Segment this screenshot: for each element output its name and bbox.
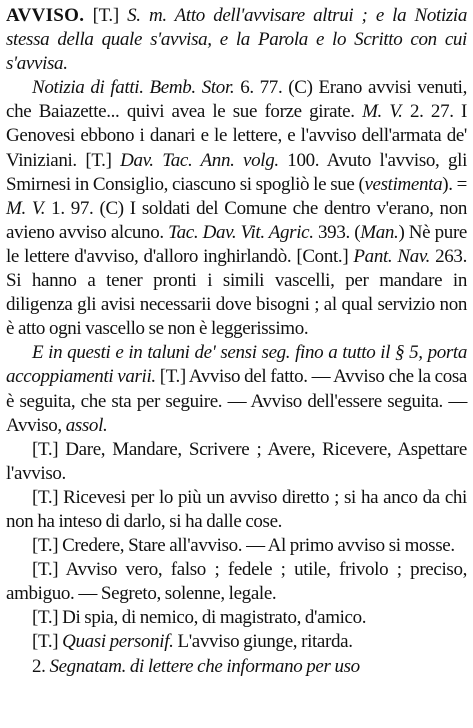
text-segment: 6. 77. (C) Erano avvisi venuti, che Baiazette... quivi avea le sue forze girate. bbox=[6, 77, 467, 123]
paragraph-credere bbox=[6, 534, 467, 558]
text-segment: L'avviso giunge, ritarda. bbox=[173, 631, 353, 653]
text-segment: 100. Avuto l'avviso, gli Smirnesi in Consiglio, ciascuno si spogliò le sue ( bbox=[6, 149, 467, 195]
paragraph-in-questi bbox=[6, 341, 467, 437]
entry-tag: [T.] bbox=[92, 5, 119, 26]
text-segment: Segnatam. di lettere che informano per uso bbox=[49, 655, 360, 677]
text-segment: 2. bbox=[32, 655, 50, 677]
text-segment: 1. 97. (C) I soldati del Comune che dentro v'erano, non avieno avviso alcuno. bbox=[6, 197, 467, 243]
text-segment: Tac. Dav. Vit. Agric. bbox=[168, 221, 314, 243]
text-segment: Dav. Tac. Ann. volg. bbox=[120, 149, 279, 171]
paragraph-dare bbox=[6, 438, 467, 486]
text-segment: [T.] Credere, Stare all'avviso. — Al primo avviso si mosse. bbox=[32, 535, 455, 557]
text-segment: Man. bbox=[360, 221, 399, 243]
entry-heading bbox=[6, 4, 467, 76]
text-segment: M. V. bbox=[362, 101, 403, 123]
text-segment: [T.] Avviso del fatto. — Avviso che la cosa è seguita, che sta per seguire. — Avviso dell'essere seguita. — Avviso, bbox=[6, 366, 467, 436]
text-segment: Notizia di fatti. Bemb. Stor. bbox=[32, 77, 235, 99]
text-segment: [T.] Ricevesi per lo più un avviso diretto ; si ha anco da chi non ha inteso di darlo, si ha dalle cose. bbox=[6, 486, 467, 532]
paragraph-notizia bbox=[6, 76, 467, 341]
text-segment: E in questi e in taluni de' sensi seg. fino a tutto il § 5, porta accoppiamenti varii. bbox=[6, 342, 467, 388]
text-segment: 263. Si hanno a tener pronti i simili vascelli, per mandare in diligenza gli avisi necessarii dove bisogni ; al qual servizio non è atto ogni vascello se non è leggerissimo. bbox=[6, 245, 467, 340]
entry-headword: AVVISO. bbox=[6, 5, 85, 26]
paragraph-segnatam bbox=[6, 655, 467, 679]
text-segment: ). = bbox=[442, 173, 467, 195]
paragraph-vero bbox=[6, 558, 467, 606]
text-segment: assol. bbox=[65, 414, 108, 436]
paragraph-ricevesi bbox=[6, 486, 467, 534]
text-segment: Quasi personif. bbox=[62, 631, 174, 653]
text-segment: Pant. Nav. bbox=[353, 245, 430, 267]
text-segment: [T.] Avviso vero, falso ; fedele ; utile, frivolo ; preciso, ambiguo. — Segreto, solenne, legale. bbox=[6, 559, 467, 605]
paragraph-spia bbox=[6, 606, 467, 630]
text-segment: ) Nè pure le lettere d'avviso, d'alloro inghirlandò. [Cont.] bbox=[6, 221, 467, 267]
text-segment: [T.] Dare, Mandare, Scrivere ; Avere, Ricevere, Aspettare l'avviso. bbox=[6, 438, 467, 484]
entry-definition: S. m. Atto dell'avvisare altrui ; e la Notizia stessa della quale s'avvisa, e la Parola e lo Scritto con cui s'avvisa. bbox=[6, 5, 468, 75]
text-segment: [T.] Di spia, di nemico, di magistrato, d'amico. bbox=[32, 607, 367, 629]
text-segment: 2. 27. I Genovesi ebbono i danari e le lettere, e l'avviso dell'armata de' Viniziani. [T.] bbox=[6, 101, 468, 171]
text-segment: M. V. bbox=[6, 197, 46, 219]
text-segment: vestimenta bbox=[364, 173, 443, 195]
text-segment: 393. ( bbox=[313, 221, 361, 243]
paragraph-personif bbox=[6, 630, 467, 654]
entry-body bbox=[6, 76, 467, 678]
text-segment: [T.] bbox=[32, 631, 63, 653]
